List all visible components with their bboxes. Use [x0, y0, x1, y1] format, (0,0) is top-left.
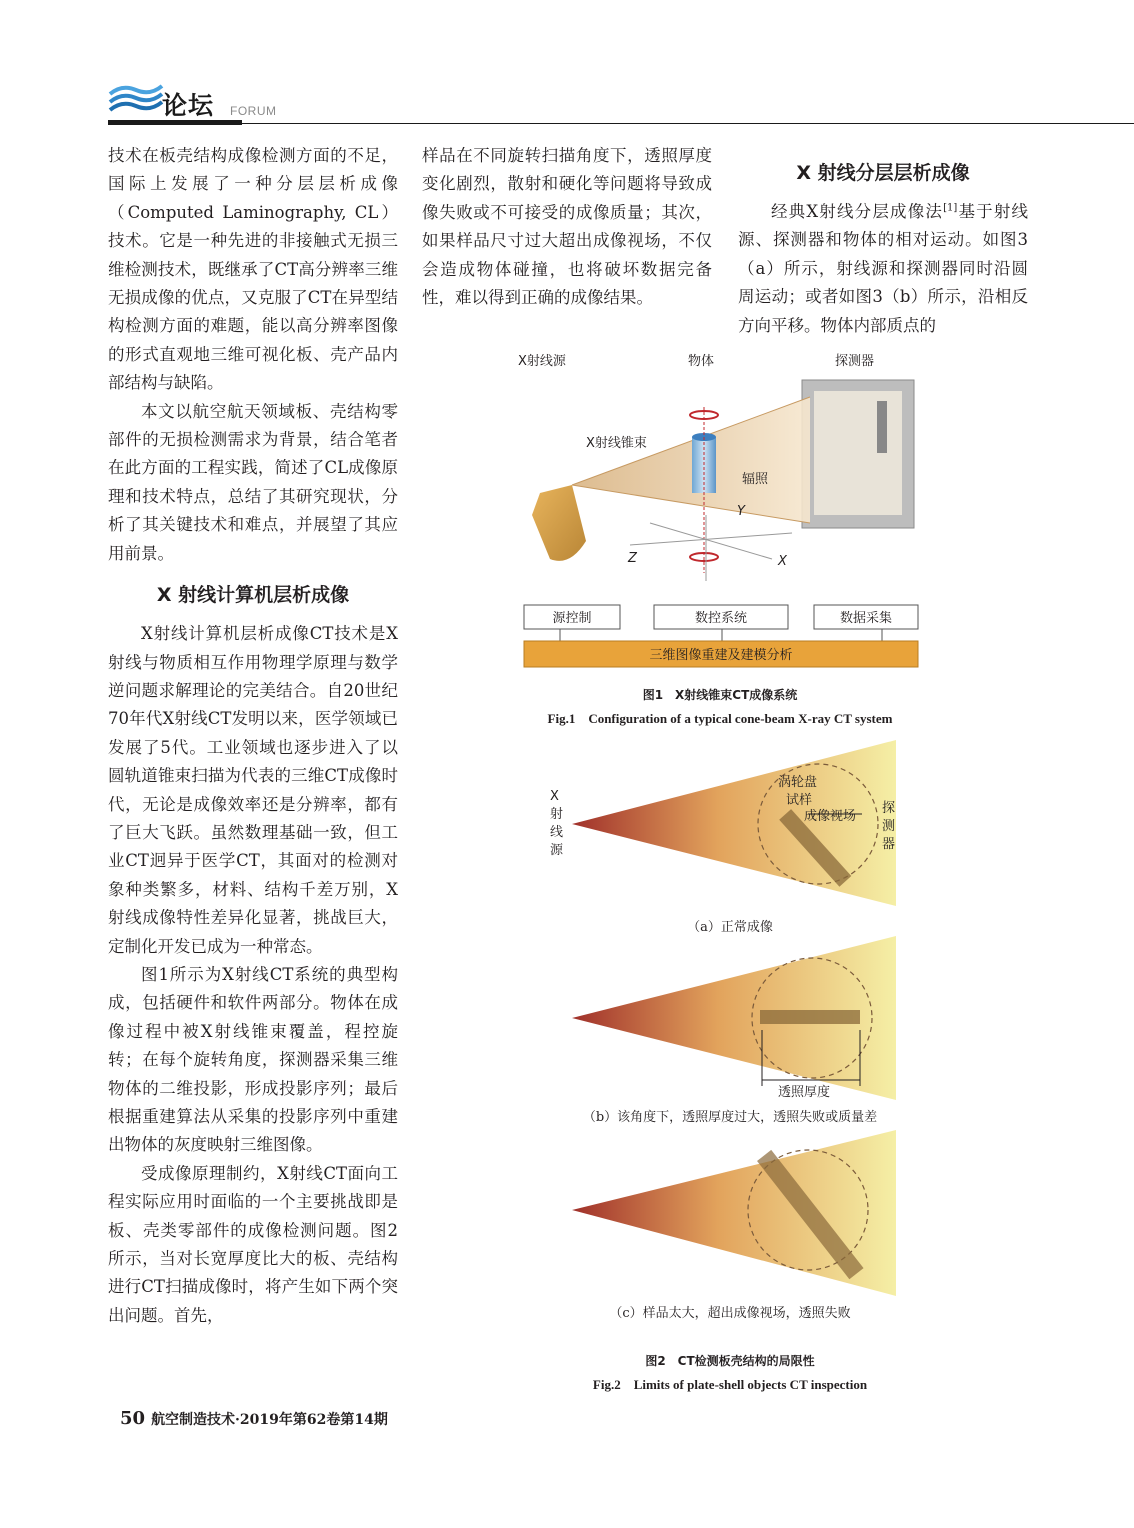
label-irradiate: 辐照 — [742, 472, 769, 487]
box-nc-system-label: 数控系统 — [694, 611, 748, 626]
figure-1-caption-cn: 图1 X射线锥束CT成像系统 — [642, 688, 798, 702]
label-det-a: 器 — [882, 837, 896, 852]
figure-2-caption-en: Fig.2 Limits of plate-shell objects CT inspection — [592, 1377, 868, 1392]
header-rule-thin — [242, 123, 1134, 124]
label-axis-y: Y — [737, 504, 745, 519]
reference-marker: [1] — [943, 202, 958, 214]
figure-2b-caption: （b）该角度下，透照厚度过大，透照失败或质量差 — [582, 1110, 878, 1125]
label-detector: 探测器 — [835, 354, 875, 369]
label-sample: 试样 — [786, 793, 813, 808]
label-src-a: 射 — [550, 807, 564, 822]
column-middle — [422, 142, 712, 312]
label-src-a: 线 — [550, 825, 564, 840]
figure-2-limits-diagram — [550, 740, 900, 1300]
figure-2a-caption: （a）正常成像 — [687, 920, 773, 935]
column-left — [108, 142, 398, 1330]
paragraph: 本文以航空航天领域板、壳结构零部件的无损检测需求为背景，结合笔者在此方面的工程实践，简述了CL成像原理和技术特点，总结了其研究现状，分析了其关键技术和难点，并展望了其应用前景。 — [108, 401, 398, 563]
journal-name: 航空制造技术·2019年第62卷第14期 — [151, 1412, 388, 1428]
page-number: 50 — [120, 1408, 146, 1429]
label-fov: 成像视场 — [804, 809, 857, 824]
page-footer — [120, 1408, 388, 1429]
sample-b — [760, 1010, 860, 1024]
label-source: X射线源 — [518, 354, 566, 369]
label-axis-z: Z — [628, 551, 637, 566]
box-source-control-label: 源控制 — [552, 611, 592, 626]
label-turbine: 涡轮盘 — [778, 775, 818, 790]
label-src-a: 源 — [550, 843, 564, 858]
figure-2-caption-cn: 图2 CT检测板壳结构的局限性 — [645, 1354, 815, 1368]
figure-2c-caption: （c）样品太大，超出成像视场，透照失败 — [609, 1306, 851, 1321]
label-axis-x: X — [778, 554, 787, 569]
label-object: 物体 — [688, 354, 715, 369]
paragraph-text: 基于射线源、探测器和物体的相对运动。如图3（a）所示，射线源和探测器同时沿圆周运动；或者如图3（b）所示，沿相反方向平移。物体内部质点的 — [738, 202, 1029, 335]
label-det-a: 探 — [882, 801, 896, 816]
section-heading: X 射线分层层析成像 — [796, 162, 970, 184]
page-header — [108, 80, 1134, 126]
detector-screen — [814, 391, 902, 515]
label-cone: X射线锥束 — [586, 436, 647, 451]
logo-subtitle: FORUM — [230, 104, 277, 118]
paragraph: X射线计算机层析成像CT技术是X射线与物质相互作用物理学原理与数学逆问题求解理论的完美结合。自20世纪70年代X射线CT发明以来，医学领域已发展了5代。工业领域也逐步进入了以圆轨道锥束扫描为代表的三维CT成像时代，无论是成像效率还是分辨率，都有了巨大飞跃。虽然数理基础一致，但工业CT迥异于医学CT，其面对的检测对象种类繁多，材料、结构千差万别，X射线成像特性差异化显著，挑战巨大，定制化开发已成为一种常态。 — [108, 624, 398, 956]
column-right — [738, 160, 1028, 340]
xray-source — [532, 485, 586, 561]
paragraph: 受成像原理制约，X射线CT面向工程实际应用时面临的一个主要挑战即是板、壳类零部件的成像检测问题。图2所示，当对长宽厚度比大的板、壳结构进行CT扫描成像时，将产生如下两个突出问题。首先， — [108, 1163, 398, 1325]
paragraph: 图1所示为X射线CT系统的典型构成，包括硬件和软件两部分。物体在成像过程中被X射线锥束覆盖，程控旋转；在每个旋转角度，探测器采集三维物体的二维投影，形成投影序列；最后根据重建算法从采集的投影序列中重建出物体的灰度映射三维图像。 — [108, 964, 398, 1155]
figure-1-ct-system-diagram — [510, 345, 930, 675]
label-thickness: 透照厚度 — [778, 1085, 831, 1100]
box-reconstruction-label: 三维图像重建及建模分析 — [649, 648, 793, 663]
logo-waves-icon — [108, 80, 164, 118]
axis-x-line — [630, 533, 792, 545]
box-data-acquisition-label: 数据采集 — [839, 611, 893, 626]
paragraph: 样品在不同旋转扫描角度下，透照厚度变化剧烈，散射和硬化等问题将导致成像失败或不可接受的成像质量；其次，如果样品尺寸过大超出成像视场，不仅会造成物体碰撞，也将破坏数据完备性，难以得到正确的成像结果。 — [422, 146, 712, 308]
paragraph — [738, 198, 1028, 340]
section-heading: X 射线计算机层析成像 — [156, 584, 350, 607]
logo-title: 论坛 — [162, 91, 215, 120]
header-rule-thick — [108, 120, 242, 125]
paragraph-text: 经典X射线分层成像法 — [771, 202, 944, 221]
paragraph: 技术在板壳结构成像检测方面的不足，国际上发展了一种分层层析成像（Computed Laminography, CL）技术。它是一种先进的非接触式无损三维检测技术，既继承了CT高分辨率三维无损成像的优点，又克服了CT在异型结构检测方面的难题，能以高分辨率图像的形式直观地三维可视化板、壳产品内部结构与缺陷。 — [108, 146, 398, 393]
label-src-a: X — [550, 789, 559, 804]
label-det-a: 测 — [882, 819, 896, 834]
figure-1-caption-en: Fig.1 Configuration of a typical cone-beam X-ray CT system — [547, 711, 893, 726]
